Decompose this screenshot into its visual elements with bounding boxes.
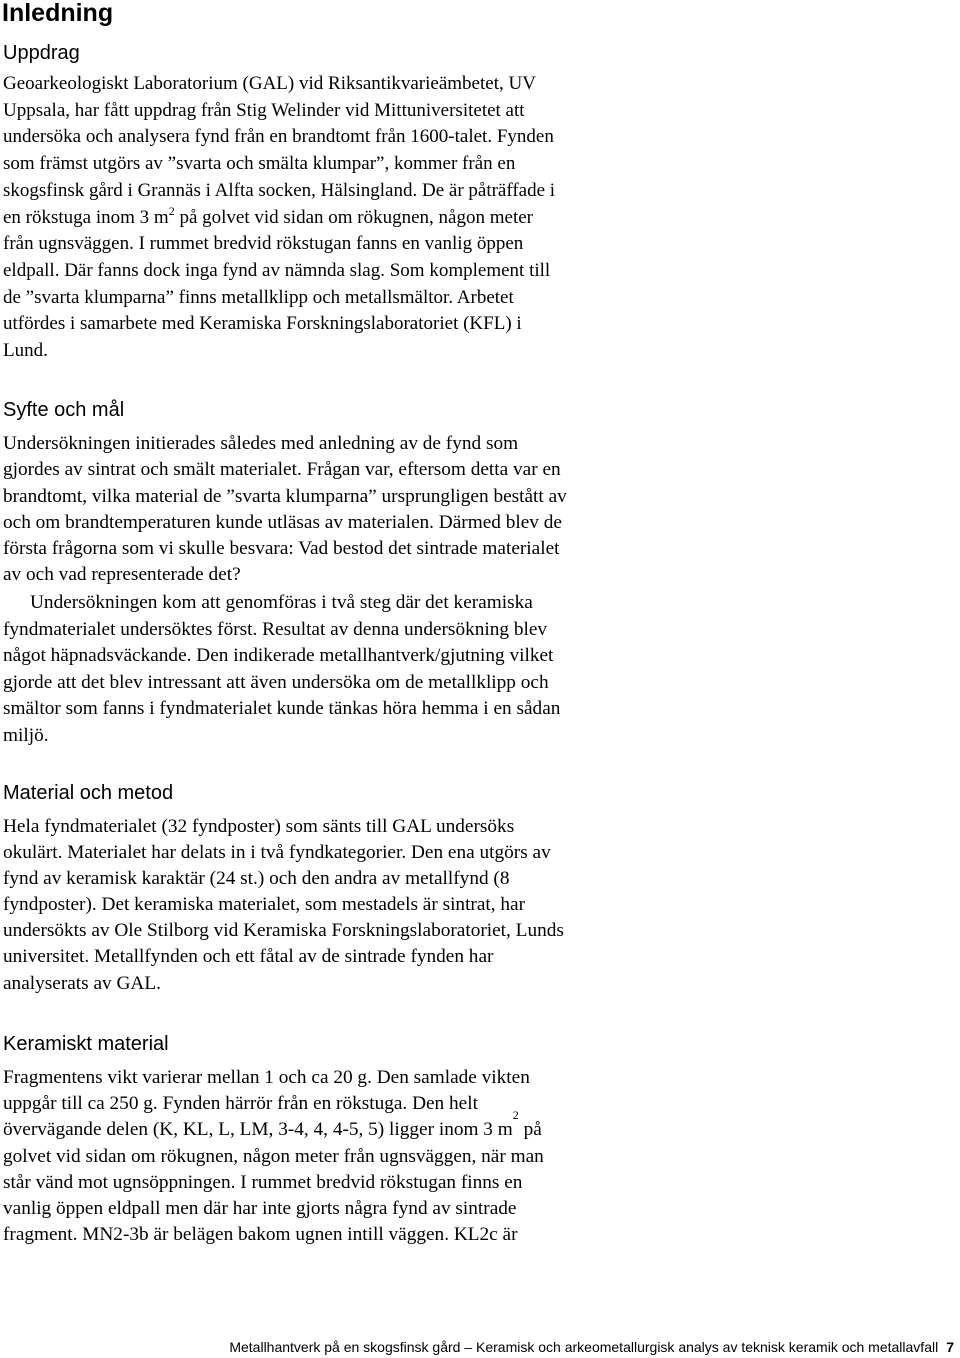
text-line: något häpnadsväckande. Den indikerade metallhantverk/gjutning vilket (3, 645, 554, 666)
text-line: vanlig öppen eldpall men där har inte gjorts några fynd av sintrade (3, 1198, 517, 1220)
text-line: gjorde att det blev intressant att även undersöka om de metallklipp och (3, 671, 549, 693)
text-line: skogsfinsk gård i Grannäs i Alfta socken, Hälsingland. De är påträffade i (3, 179, 556, 201)
page-heading: Inledning (2, 0, 114, 27)
text-line: från ugnsväggen. I rummet bredvid rökstugan fanns en vanlig öppen (3, 233, 524, 255)
text-line: okulärt. Materialet har delats in i två fyndkategorier. Den ena utgörs av (3, 842, 551, 864)
paragraph-syfte-2 (3, 590, 960, 749)
section-title-keramiskt: Keramiskt material (3, 1033, 169, 1055)
text-line: första frågorna som vi skulle besvara: Vad bestod det sintrade materialet (3, 538, 560, 560)
text-line: gjordes av sintrat och smält materialet. Frågan var, eftersom detta var en (3, 459, 561, 481)
section-title-uppdrag: Uppdrag (3, 42, 80, 64)
text-line: som främst utgörs av ”svarta och smälta klumpar”, kommer från en (3, 153, 516, 175)
text-line-with-superscript (3, 1107, 960, 1143)
text-line: undersöka och analysera fynd från en brandtomt från 1600-talet. Fynden (3, 126, 554, 148)
text-line: Hela fyndmaterialet (32 fyndposter) som sänts till GAL undersöks (3, 816, 515, 837)
paragraph-material (3, 814, 960, 997)
text-fragment: på (518, 1119, 542, 1141)
text-line-with-superscript (3, 205, 960, 232)
text-line: utfördes i samarbete med Keramiska Forskningslaboratoriet (KFL) i (3, 313, 522, 335)
text-line: eldpall. Där fanns dock inga fynd av nämnda slag. Som komplement till (3, 259, 551, 281)
text-line: analyserats av GAL. (3, 972, 161, 994)
text-fragment: övervägande delen (K, KL, L, LM, 3-4, 4, 4-5, 5) ligger inom 3 m (3, 1119, 513, 1141)
text-line: Fragmentens vikt varierar mellan 1 och ca 20 g. Den samlade vikten (3, 1067, 530, 1088)
section-title-material: Material och metod (3, 782, 174, 804)
text-line: Undersökningen kom att genomföras i två steg där det keramiska (30, 592, 533, 613)
paragraph-keramiskt (3, 1065, 960, 1248)
footer-text: Metallhantverk på en skogsfinsk gård – Keramisk och arkeometallurgisk analys av teknisk keramik och metallavfall (229, 1339, 939, 1355)
text-line: står vänd mot ugnsöppningen. I rummet bredvid rökstugan finns en (3, 1171, 523, 1193)
text-line: smältor som fanns i fyndmaterialet kunde tänkas höra hemma i en sådan (3, 698, 561, 719)
text-line: och om brandtemperaturen kunde utläsas av materialen. Därmed blev de (3, 511, 562, 533)
superscript: 2 (168, 203, 175, 218)
text-line: universitet. Metallfynden och ett fåtal av de sintrade fynden har (3, 946, 494, 968)
text-line: Geoarkeologiskt Laboratorium (GAL) vid Riksantikvarieämbetet, UV (3, 73, 536, 94)
section-title-syfte: Syfte och mål (3, 399, 125, 421)
paragraph-syfte (3, 431, 960, 589)
text-line: miljö. (3, 724, 49, 746)
text-fragment: en rökstuga inom 3 m (3, 206, 169, 228)
text-line: av och vad representerade det? (3, 564, 241, 586)
text-line: Lund. (3, 340, 48, 362)
text-line: Undersökningen initierades således med anledning av de fynd som (3, 433, 519, 454)
text-line: golvet vid sidan om rökugnen, någon meter från ugnsväggen, när man (3, 1145, 544, 1167)
paragraph-uppdrag (3, 71, 960, 365)
text-line: fynd av keramisk karaktär (24 st.) och den andra av metallfynd (8 (3, 868, 510, 890)
text-line: undersökts av Ole Stilborg vid Keramiska Forskningslaboratoriet, Lunds (3, 920, 564, 942)
text-line: Uppsala, har fått uppdrag från Stig Welinder vid Mittuniversitetet att (3, 99, 525, 121)
text-line: uppgår till ca 250 g. Fynden härrör från en rökstuga. Den helt (3, 1093, 478, 1115)
text-fragment: på golvet vid sidan om rökugnen, någon meter (174, 206, 533, 228)
text-line: fyndmaterialet undersöktes först. Resultat av denna undersökning blev (3, 618, 548, 640)
text-line: brandtomt, vilka material de ”svarta klumparna” ursprungligen bestått av (3, 485, 567, 507)
text-line: fyndposter). Det keramiska materialet, som mestadels är sintrat, har (3, 894, 526, 916)
superscript: 2 (512, 1107, 519, 1122)
text-line: fragment. MN2-3b är belägen bakom ugnen intill väggen. KL2c är (3, 1224, 518, 1246)
page-number: 7 (946, 1339, 954, 1355)
page-footer (0, 1338, 954, 1356)
text-line: de ”svarta klumparna” finns metallklipp och metallsmältor. Arbetet (3, 286, 514, 308)
